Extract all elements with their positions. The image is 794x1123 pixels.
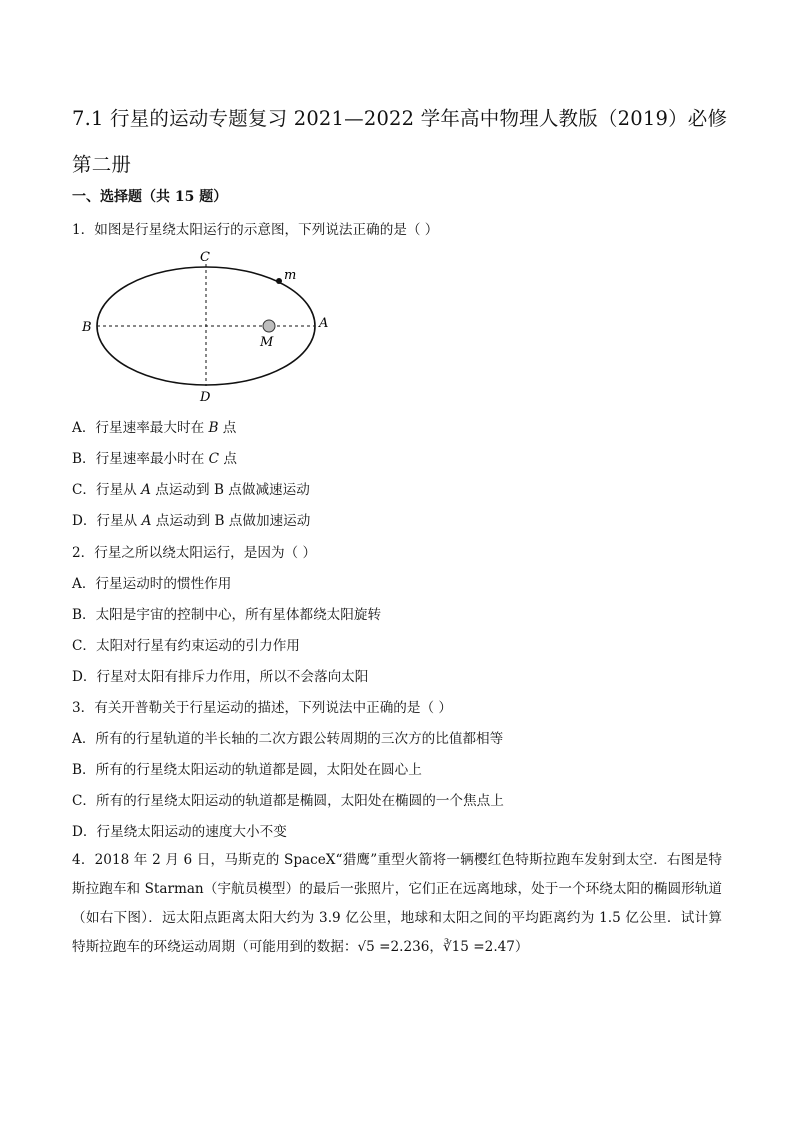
question-2-option-b: B．太阳是宇宙的控制中心，所有星体都绕太阳旋转	[72, 607, 382, 623]
question-3-stem: 3．有关开普勒关于行星运动的描述，下列说法中正确的是（ ）	[72, 700, 452, 716]
question-4-stem: 4．2018 年 2 月 6 日，马斯克的 SpaceX“猎鹰”重型火箭将一辆樱红色特斯拉跑车发射到太空．右图是特斯拉跑车和 Starman（宇航员模型）的最后一张照片，它们正在远离地球，处于一个环绕太阳的椭圆形轨道（如右下图）．远太阳点距离太阳大约为 3.9 亿公里，地球和太阳之间的平均距离约为 1.5 亿公里．试计算特斯拉跑车的环绕运动周期（可能用到的数据：√5 =2.236，∛15 =2.47）	[72, 852, 722, 955]
planet-m	[276, 278, 282, 284]
question-1-option-c: C．行星从 A 点运动到 B 点做减速运动	[72, 482, 310, 498]
question-2-stem: 2．行星之所以绕太阳运行，是因为（ ）	[72, 545, 317, 561]
label-C: C	[200, 250, 210, 265]
label-m: m	[284, 268, 297, 283]
section-heading: 一、选择题（共 15 题）	[72, 189, 228, 205]
question-2-option-d: D．行星对太阳有排斥力作用，所以不会落向太阳	[72, 669, 369, 685]
question-3-option-b: B．所有的行星绕太阳运动的轨道都是圆，太阳处在圆心上	[72, 762, 422, 778]
question-2-option-a: A．行星运动时的惯性作用	[72, 576, 232, 592]
question-3-option-c: C．所有的行星绕太阳运动的轨道都是椭圆，太阳处在椭圆的一个焦点上	[72, 793, 504, 809]
label-B: B	[82, 320, 92, 335]
question-2-option-c: C．太阳对行星有约束运动的引力作用	[72, 638, 300, 654]
question-3-option-a: A．所有的行星轨道的半长轴的二次方跟公转周期的三次方的比值都相等	[72, 731, 504, 747]
sun-M	[263, 320, 275, 332]
question-1-option-b: B．行星速率最小时在 C 点	[72, 451, 237, 467]
question-1-option-d: D．行星从 A 点运动到 B 点做加速运动	[72, 513, 311, 529]
document-title: 7.1 行星的运动专题复习 2021—2022 学年高中物理人教版（2019）必修第二册	[72, 107, 728, 176]
question-1-option-a: A．行星速率最大时在 B 点	[72, 420, 237, 436]
label-D: D	[200, 390, 211, 405]
label-A: A	[319, 316, 329, 331]
label-M: M	[260, 335, 274, 350]
planet-orbit-diagram	[78, 244, 340, 408]
question-1-stem: 1．如图是行星绕太阳运行的示意图，下列说法正确的是（ ）	[72, 222, 439, 238]
question-3-option-d: D．行星绕太阳运动的速度大小不变	[72, 824, 287, 840]
